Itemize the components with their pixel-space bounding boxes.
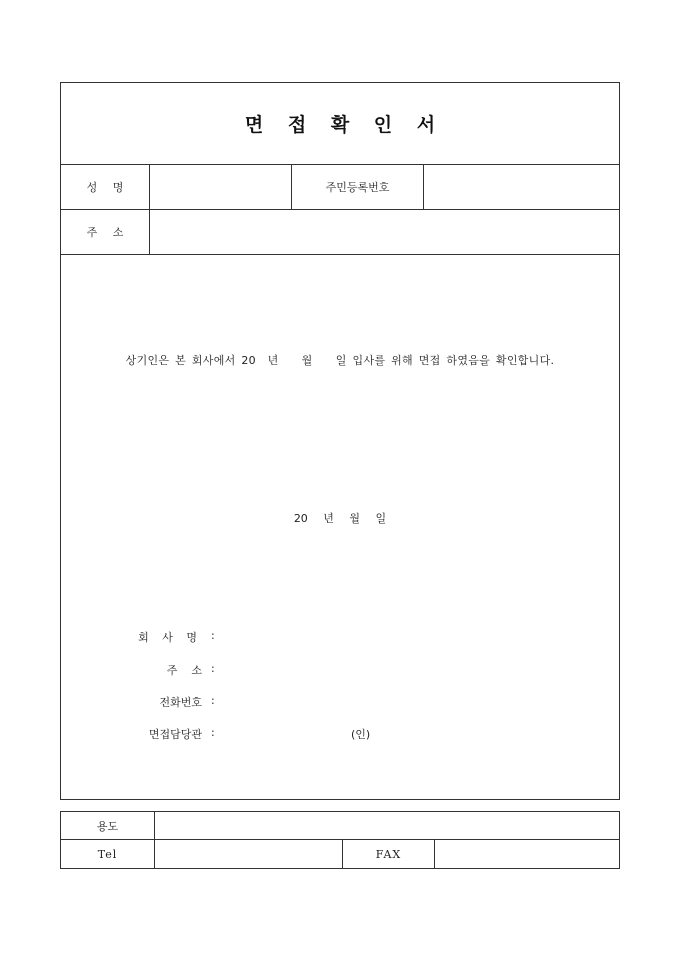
- document-title: 면 접 확 인 서: [244, 114, 445, 136]
- company-row: [61, 629, 619, 645]
- name-row: [61, 165, 619, 210]
- interviewer-row: [61, 726, 619, 742]
- interviewer-colon: :: [211, 726, 215, 739]
- tel-label: Tel: [97, 847, 118, 861]
- fax-label: FAX: [375, 847, 402, 861]
- contact-row: [61, 840, 619, 868]
- footer-table: [60, 811, 620, 869]
- interviewer-label: 면접담당관: [148, 728, 202, 741]
- form-body: [61, 255, 619, 801]
- confirmation-statement: [61, 352, 619, 368]
- interview-confirmation-form: [60, 82, 620, 800]
- phone-colon: :: [211, 694, 215, 707]
- purpose-field[interactable]: [155, 812, 619, 839]
- company-address-colon: :: [211, 662, 215, 675]
- statement-text: 상기인은 본 회사에서 20 년 월 일 입사를 위해 면접 하였음을 확인합니다.: [125, 354, 555, 367]
- name-label: 성 명: [86, 181, 130, 194]
- company-address-row: [61, 662, 619, 678]
- resident-number-field[interactable]: [424, 165, 619, 209]
- address-field[interactable]: [150, 210, 619, 254]
- tel-field[interactable]: [155, 840, 342, 868]
- seal-mark: (인): [351, 728, 371, 741]
- phone-row: [61, 694, 619, 710]
- address-row: [61, 210, 619, 255]
- address-label: 주 소: [86, 226, 130, 239]
- phone-label: 전화번호: [159, 696, 202, 709]
- purpose-label: 용도: [96, 819, 119, 833]
- fax-field[interactable]: [435, 840, 619, 868]
- resident-number-label: 주민등록번호: [325, 181, 390, 194]
- title-row: [61, 83, 619, 165]
- company-colon: :: [211, 629, 215, 642]
- company-label: 회 사 명: [138, 631, 202, 644]
- company-address-label: 주 소: [166, 664, 202, 677]
- purpose-row: [61, 812, 619, 840]
- issue-date: 20 년 월 일: [293, 512, 387, 525]
- name-field[interactable]: [150, 165, 291, 209]
